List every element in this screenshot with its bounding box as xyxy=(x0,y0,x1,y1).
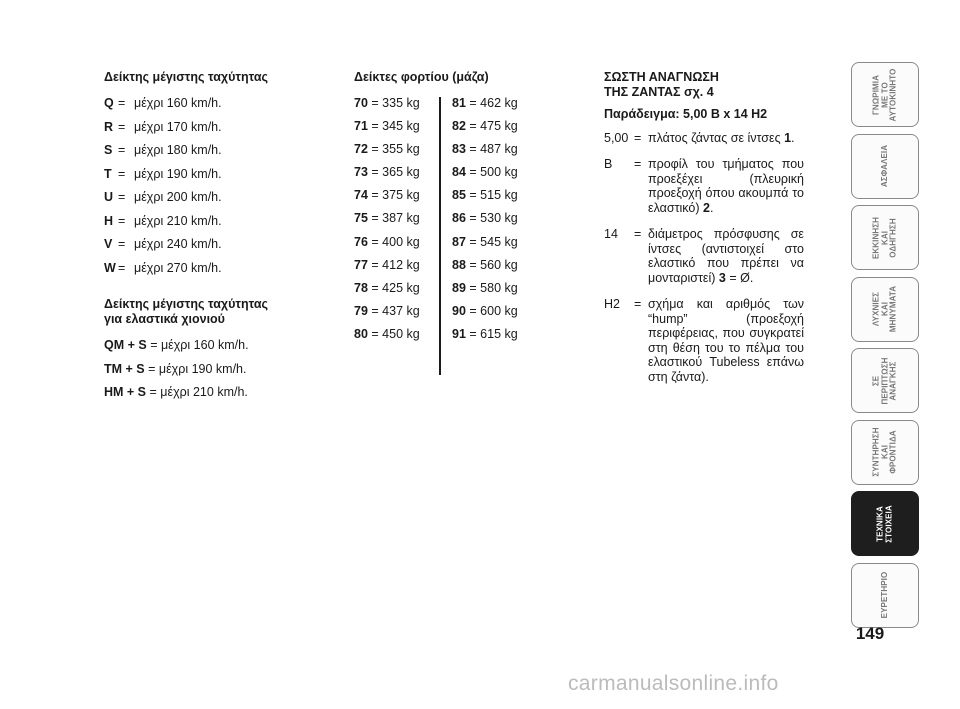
rim-definition-row xyxy=(604,297,804,384)
speed-index-key: V xyxy=(104,237,113,251)
chapter-tab-label: ΣΕ ΠΕΡΙΠΤΩΣΗ ΑΝΑΓΚΗΣ xyxy=(871,356,898,405)
rim-definition-text xyxy=(648,131,804,146)
speed-index-row xyxy=(104,262,314,286)
load-index-row xyxy=(354,120,436,143)
load-index-value: = 515 kg xyxy=(469,188,518,203)
speed-index-key: T xyxy=(104,166,112,181)
speed-index-row xyxy=(104,238,314,262)
load-index-row xyxy=(452,282,534,305)
rim-definition-key: 5,00 xyxy=(604,130,629,145)
load-index-key: 90 xyxy=(452,303,466,318)
load-index-value: = 387 kg xyxy=(371,211,420,226)
speed-index-section xyxy=(104,70,314,410)
load-index-key: 85 xyxy=(452,188,466,203)
load-index-row xyxy=(452,120,534,143)
equals-sign: = xyxy=(118,143,126,157)
load-index-key: 74 xyxy=(354,188,368,203)
snow-speed-key: TM + S xyxy=(104,361,145,376)
watermark: carmanualsonline.info xyxy=(568,672,779,695)
rim-definition-tail: . xyxy=(791,130,795,145)
load-index-key: 70 xyxy=(354,96,368,110)
load-index-value: = 355 kg xyxy=(371,142,420,157)
load-index-value: = 450 kg xyxy=(371,326,420,341)
load-index-key: 81 xyxy=(452,96,466,110)
chapter-tab[interactable] xyxy=(851,420,919,485)
load-index-value: = 560 kg xyxy=(469,257,518,272)
speed-index-value: μέχρι 270 km/h. xyxy=(134,260,222,275)
load-index-key: 82 xyxy=(452,119,466,134)
load-index-key: 83 xyxy=(452,142,466,157)
chapter-tab[interactable] xyxy=(851,62,919,127)
chapter-tab[interactable] xyxy=(851,491,919,556)
equals-sign: = xyxy=(118,213,126,228)
chapter-tab-label: ΤΕΧΝΙΚΑ ΣΤΟΙΧΕΙΑ xyxy=(875,504,893,543)
speed-index-row xyxy=(104,121,314,145)
chapter-tab[interactable] xyxy=(851,563,919,628)
rim-definition-text xyxy=(648,157,804,215)
load-index-row xyxy=(452,189,534,212)
speed-index-value: μέχρι 210 km/h. xyxy=(134,213,222,228)
figure-reference: 2 xyxy=(702,200,710,215)
snow-speed-list xyxy=(104,339,314,410)
snow-speed-title-line1: Δείκτης μέγιστης ταχύτητας xyxy=(104,297,269,311)
speed-index-title: Δείκτης μέγιστης ταχύτητας xyxy=(104,70,269,84)
load-index-table xyxy=(354,97,534,351)
load-index-value: = 545 kg xyxy=(469,234,518,249)
load-index-key: 88 xyxy=(452,257,466,272)
rim-example: Παράδειγμα: 5,00 B x 14 H2 xyxy=(604,107,768,121)
load-index-key: 72 xyxy=(354,142,368,157)
load-index-row xyxy=(354,166,436,189)
rim-definition-body: προφίλ του τμήματος που προεξέχει (πλευρική προεξοχή όπου ακουμπά το ελαστικό) xyxy=(648,157,804,215)
load-index-value: = 335 kg xyxy=(371,96,420,110)
load-index-row xyxy=(452,328,534,351)
load-index-key: 89 xyxy=(452,280,466,295)
speed-index-row xyxy=(104,191,314,215)
chapter-tab-label: ΓΝΩΡΙΜΙΑ ΜΕ ΤΟ ΑΥΤΟΚΙΝΗΤΟ xyxy=(871,68,898,121)
rim-reading-section xyxy=(604,70,804,396)
speed-index-value: μέχρι 190 km/h. xyxy=(134,166,222,181)
snow-speed-row xyxy=(104,386,314,410)
chapter-tab[interactable] xyxy=(851,205,919,270)
rim-title-line1: ΣΩΣΤΗ ΑΝΑΓΝΩΣΗ xyxy=(604,70,719,84)
load-index-key: 86 xyxy=(452,211,466,226)
equals-sign: = xyxy=(634,130,642,145)
chapter-tab[interactable] xyxy=(851,348,919,413)
rim-definition-text xyxy=(648,297,804,384)
load-index-row xyxy=(452,97,534,120)
load-index-value: = 580 kg xyxy=(469,280,518,295)
rim-definition-tail: = Ø. xyxy=(725,270,754,285)
load-index-key: 76 xyxy=(354,234,368,249)
load-index-value: = 425 kg xyxy=(371,280,420,295)
snow-speed-title-line2: για ελαστικά χιονιού xyxy=(104,312,225,326)
speed-index-value: μέχρι 240 km/h. xyxy=(134,237,222,251)
rim-definition-key: 14 xyxy=(604,227,618,241)
equals-sign: = xyxy=(118,96,126,110)
load-index-row xyxy=(354,143,436,166)
load-index-row xyxy=(452,143,534,166)
load-index-key: 77 xyxy=(354,257,368,272)
chapter-tab-label: ΕΥΡΕΤΗΡΙΟ xyxy=(879,571,889,619)
load-index-left-column xyxy=(354,97,436,351)
load-index-key: 79 xyxy=(354,303,368,318)
load-index-right-column xyxy=(436,97,534,351)
load-index-value: = 530 kg xyxy=(469,211,518,226)
equals-sign: = xyxy=(118,119,126,134)
load-index-value: = 412 kg xyxy=(371,257,420,272)
rim-definition-body: πλάτος ζάντας σε ίντσες xyxy=(648,130,785,145)
load-index-value: = 615 kg xyxy=(469,326,518,341)
load-index-divider xyxy=(439,97,441,375)
load-index-key: 71 xyxy=(354,119,368,134)
speed-index-value: μέχρι 170 km/h. xyxy=(134,119,222,134)
load-index-key: 78 xyxy=(354,280,368,295)
speed-index-row xyxy=(104,215,314,239)
load-index-row xyxy=(354,97,436,120)
load-index-key: 73 xyxy=(354,165,368,180)
equals-sign: = xyxy=(118,190,126,204)
chapter-tab-label: ΛΥΧΝΙΕΣ ΚΑΙ ΜΗΝΥΜΑΤΑ xyxy=(871,285,898,333)
equals-sign: = xyxy=(634,227,642,241)
chapter-tab-label: ΑΣΦΑΛΕΙΑ xyxy=(879,144,889,188)
rim-definition-body: σχήμα και αριθμός των “hump” (προεξοχή περιφέρειας, που συγκρατεί στη θέση του το πέλμα του ελαστικού Tubeless επάνω στη ζάντα). xyxy=(648,297,804,384)
load-index-row xyxy=(354,259,436,282)
page-number: 149 xyxy=(855,624,885,643)
snow-speed-value: = μέχρι 210 km/h. xyxy=(149,385,248,399)
load-index-row xyxy=(354,305,436,328)
load-index-row xyxy=(452,212,534,235)
chapter-tab-label: ΣΥΝΤΗΡΗΣΗ ΚΑΙ ΦΡΟΝΤΙΔΑ xyxy=(871,427,898,477)
chapter-tab[interactable] xyxy=(851,277,919,342)
rim-definition-tail: . xyxy=(709,200,714,215)
load-index-value: = 375 kg xyxy=(371,188,420,203)
load-index-value: = 500 kg xyxy=(469,165,518,180)
speed-index-key: R xyxy=(104,119,114,134)
speed-index-key: H xyxy=(104,213,114,228)
rim-definitions xyxy=(604,131,804,385)
load-index-row xyxy=(452,259,534,282)
speed-index-value: μέχρι 200 km/h. xyxy=(134,190,222,204)
load-index-value: = 462 kg xyxy=(469,96,518,110)
load-index-row xyxy=(354,212,436,235)
snow-speed-key: HM + S xyxy=(104,385,147,399)
load-index-key: 75 xyxy=(354,211,368,226)
load-index-key: 91 xyxy=(452,326,466,341)
figure-reference: 1 xyxy=(784,130,792,145)
load-index-row xyxy=(354,189,436,212)
snow-speed-row xyxy=(104,363,314,387)
load-index-row xyxy=(354,236,436,259)
figure-reference: 3 xyxy=(718,270,726,285)
rim-title xyxy=(604,70,804,100)
speed-index-row xyxy=(104,97,314,121)
speed-index-key: Q xyxy=(104,96,114,110)
rim-definition-text xyxy=(648,227,804,285)
load-index-value: = 345 kg xyxy=(371,119,420,134)
speed-index-value: μέχρι 160 km/h. xyxy=(134,96,222,110)
load-index-row xyxy=(452,166,534,189)
rim-definition-key: H2 xyxy=(604,297,620,311)
speed-index-list xyxy=(104,97,314,285)
load-index-value: = 437 kg xyxy=(371,303,420,318)
speed-index-row xyxy=(104,144,314,168)
load-index-value: = 600 kg xyxy=(469,303,518,318)
snow-speed-row xyxy=(104,339,314,363)
load-index-value: = 365 kg xyxy=(371,165,420,180)
equals-sign: = xyxy=(118,237,126,251)
load-index-row xyxy=(354,282,436,305)
equals-sign: = xyxy=(118,260,126,275)
snow-speed-title xyxy=(104,297,314,327)
load-index-row xyxy=(354,328,436,351)
speed-index-key: W xyxy=(104,260,116,275)
speed-index-key: U xyxy=(104,190,114,204)
chapter-tab[interactable] xyxy=(851,134,919,199)
speed-index-key: S xyxy=(104,143,113,157)
snow-speed-value: = μέχρι 190 km/h. xyxy=(148,361,247,376)
equals-sign: = xyxy=(634,297,642,311)
rim-definition-row xyxy=(604,227,804,285)
load-index-title: Δείκτες φορτίου (μάζα) xyxy=(354,70,489,84)
speed-index-row xyxy=(104,168,314,192)
load-index-section xyxy=(354,70,534,351)
equals-sign: = xyxy=(634,157,642,171)
rim-definition-key: B xyxy=(604,157,613,171)
load-index-key: 80 xyxy=(354,326,368,341)
speed-index-value: μέχρι 180 km/h. xyxy=(134,143,222,157)
rim-definition-row xyxy=(604,131,804,146)
snow-speed-value: = μέχρι 160 km/h. xyxy=(150,338,249,352)
load-index-value: = 475 kg xyxy=(469,119,518,134)
rim-definition-body: διάμετρος πρόσφυσης σε ίντσες (αντιστοιχεί στο ελαστικό που πρέπει να μονταριστεί) xyxy=(648,227,804,285)
chapter-tabs xyxy=(851,62,919,634)
rim-title-line2: ΤΗΣ ΖΑΝΤΑΣ σχ. 4 xyxy=(604,85,714,99)
equals-sign: = xyxy=(118,166,126,181)
load-index-row xyxy=(452,236,534,259)
load-index-key: 87 xyxy=(452,234,466,249)
load-index-value: = 487 kg xyxy=(469,142,518,157)
load-index-key: 84 xyxy=(452,165,466,180)
load-index-value: = 400 kg xyxy=(371,234,420,249)
load-index-row xyxy=(452,305,534,328)
chapter-tab-label: ΕΚΚΙΝΗΣΗ ΚΑΙ ΟΔΗΓΗΣΗ xyxy=(871,216,898,259)
rim-definition-row xyxy=(604,157,804,215)
snow-speed-key: QM + S xyxy=(104,338,147,352)
